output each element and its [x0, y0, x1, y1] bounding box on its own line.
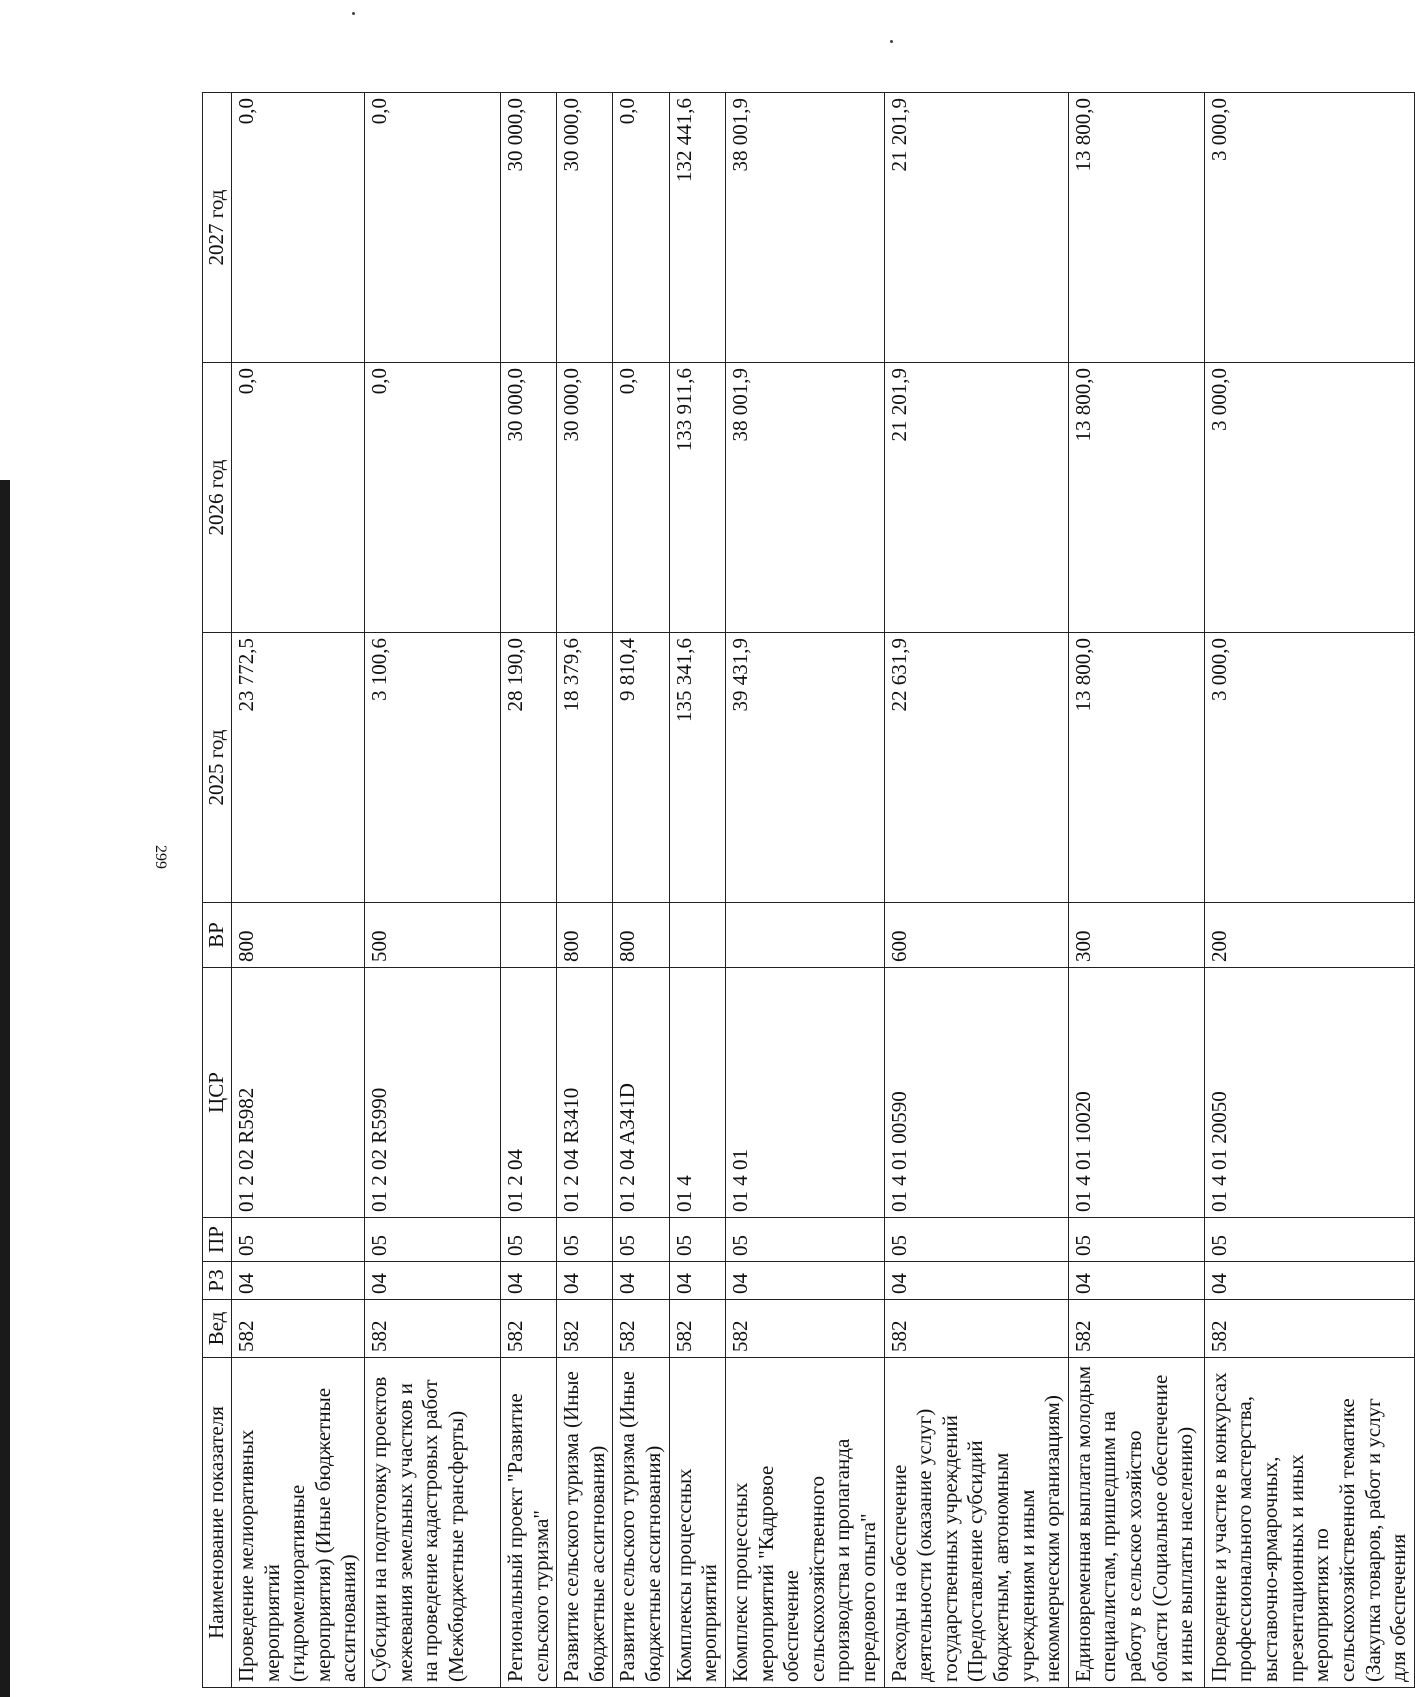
- row-pr: 05: [501, 1218, 557, 1262]
- row-csr: 01 4: [669, 968, 725, 1218]
- row-2027: 13 800,0: [1068, 93, 1204, 363]
- row-2025: 28 190,0: [501, 633, 557, 903]
- row-vr: 200: [1204, 903, 1414, 968]
- row-rz: 04: [1068, 1262, 1204, 1300]
- row-name: Региональный проект "Развитие сельского туризма": [501, 1358, 557, 1688]
- row-pr: 05: [1068, 1218, 1204, 1262]
- row-name: Проведение и участие в конкурсах профессионального мастерства, выставочно-ярмарочных, презентационных и иных мероприятиях по сельскохозяйственной тематике (Закупка товаров, работ и услуг для обеспечения: [1204, 1358, 1414, 1688]
- header-2025: 2025 год: [203, 633, 232, 903]
- row-vr: 800: [557, 903, 613, 968]
- header-rz: РЗ: [203, 1262, 232, 1300]
- page-number: 299: [152, 845, 169, 869]
- table-row: [232, 93, 365, 1688]
- row-name: Субсидии на подготовку проектов межевания земельных участков и на проведение кадастровых работ (Межбюджетные трансферты): [365, 1358, 501, 1688]
- row-csr: 01 4 01 10020: [1068, 968, 1204, 1218]
- row-name: Проведение мелиоративных мероприятий (гидромелиоративные мероприятия) (Иные бюджетные ассигнования): [232, 1358, 365, 1688]
- row-2025: 9 810,4: [613, 633, 669, 903]
- row-2026: 21 201,9: [884, 363, 1068, 633]
- row-2026: 0,0: [232, 363, 365, 633]
- row-ved: 582: [365, 1300, 501, 1358]
- row-pr: 05: [725, 1218, 884, 1262]
- row-pr: 05: [365, 1218, 501, 1262]
- row-2026: 30 000,0: [501, 363, 557, 633]
- row-csr: 01 2 04: [501, 968, 557, 1218]
- rotated-table-container: [202, 93, 1411, 1688]
- row-name: Комплекс процессных мероприятий "Кадровое обеспечение сельскохозяйственного производства и пропаганда передового опыта": [725, 1358, 884, 1688]
- row-2025: 13 800,0: [1068, 633, 1204, 903]
- row-vr: [725, 903, 884, 968]
- header-2027: 2027 год: [203, 93, 232, 363]
- row-name: Расходы на обеспечение деятельности (оказание услуг) государственных учреждений (Предоставление субсидий бюджетным, автономным учреждениям и иным некоммерческим организациям): [884, 1358, 1068, 1688]
- table-row: [725, 93, 884, 1688]
- row-ved: 582: [1204, 1300, 1414, 1358]
- table-row: [613, 93, 669, 1688]
- scan-speck: [352, 12, 355, 15]
- row-2026: 0,0: [365, 363, 501, 633]
- row-rz: 04: [884, 1262, 1068, 1300]
- header-pr: ПР: [203, 1218, 232, 1262]
- row-2027: 38 001,9: [725, 93, 884, 363]
- scan-speck: [890, 40, 893, 43]
- row-ved: 582: [232, 1300, 365, 1358]
- row-ved: 582: [725, 1300, 884, 1358]
- row-ved: 582: [557, 1300, 613, 1358]
- row-vr: 800: [613, 903, 669, 968]
- row-ved: 582: [1068, 1300, 1204, 1358]
- header-vr: ВР: [203, 903, 232, 968]
- row-2027: 30 000,0: [557, 93, 613, 363]
- table-row: [501, 93, 557, 1688]
- table-header-row: [203, 93, 232, 1688]
- row-csr: 01 4 01: [725, 968, 884, 1218]
- row-rz: 04: [1204, 1262, 1414, 1300]
- table-row: [1068, 93, 1204, 1688]
- header-2026: 2026 год: [203, 363, 232, 633]
- row-2027: 0,0: [232, 93, 365, 363]
- row-csr: 01 4 01 00590: [884, 968, 1068, 1218]
- row-2026: 30 000,0: [557, 363, 613, 633]
- row-csr: 01 2 02 R5982: [232, 968, 365, 1218]
- row-2025: 3 000,0: [1204, 633, 1414, 903]
- row-2027: 0,0: [613, 93, 669, 363]
- row-2026: 0,0: [613, 363, 669, 633]
- row-name: Комплексы процессных мероприятий: [669, 1358, 725, 1688]
- row-2026: 3 000,0: [1204, 363, 1414, 633]
- row-2026: 13 800,0: [1068, 363, 1204, 633]
- row-rz: 04: [365, 1262, 501, 1300]
- row-pr: 05: [1204, 1218, 1414, 1262]
- row-name: Единовременная выплата молодым специалистам, пришедшим на работу в сельское хозяйство области (Социальное обеспечение и иные выплаты населению): [1068, 1358, 1204, 1688]
- row-vr: [669, 903, 725, 968]
- row-2025: 135 341,6: [669, 633, 725, 903]
- row-pr: 05: [557, 1218, 613, 1262]
- row-2025: 23 772,5: [232, 633, 365, 903]
- row-2027: 0,0: [365, 93, 501, 363]
- header-csr: ЦСР: [203, 968, 232, 1218]
- row-rz: 04: [232, 1262, 365, 1300]
- row-vr: 300: [1068, 903, 1204, 968]
- row-2025: 18 379,6: [557, 633, 613, 903]
- row-2025: 39 431,9: [725, 633, 884, 903]
- row-2025: 22 631,9: [884, 633, 1068, 903]
- row-vr: 800: [232, 903, 365, 968]
- row-rz: 04: [725, 1262, 884, 1300]
- table-row: [884, 93, 1068, 1688]
- row-ved: 582: [501, 1300, 557, 1358]
- row-rz: 04: [557, 1262, 613, 1300]
- row-csr: 01 4 01 20050: [1204, 968, 1414, 1218]
- row-csr: 01 2 04 R3410: [557, 968, 613, 1218]
- row-name: Развитие сельского туризма (Иные бюджетные ассигнования): [557, 1358, 613, 1688]
- table-row: [669, 93, 725, 1688]
- row-rz: 04: [669, 1262, 725, 1300]
- header-name: Наименование показателя: [203, 1358, 232, 1688]
- table-row: [1204, 93, 1414, 1688]
- row-pr: 05: [232, 1218, 365, 1262]
- row-2027: 132 441,6: [669, 93, 725, 363]
- row-vr: 600: [884, 903, 1068, 968]
- row-name: Развитие сельского туризма (Иные бюджетные ассигнования): [613, 1358, 669, 1688]
- row-2027: 3 000,0: [1204, 93, 1414, 363]
- table-row: [557, 93, 613, 1688]
- row-rz: 04: [501, 1262, 557, 1300]
- row-ved: 582: [884, 1300, 1068, 1358]
- row-2026: 133 911,6: [669, 363, 725, 633]
- scan-edge-shadow: [0, 480, 10, 1697]
- row-ved: 582: [669, 1300, 725, 1358]
- row-pr: 05: [669, 1218, 725, 1262]
- row-csr: 01 2 02 R5990: [365, 968, 501, 1218]
- header-ved: Вед: [203, 1300, 232, 1358]
- row-2027: 30 000,0: [501, 93, 557, 363]
- row-2027: 21 201,9: [884, 93, 1068, 363]
- row-pr: 05: [613, 1218, 669, 1262]
- row-pr: 05: [884, 1218, 1068, 1262]
- row-vr: [501, 903, 557, 968]
- row-vr: 500: [365, 903, 501, 968]
- row-rz: 04: [613, 1262, 669, 1300]
- row-csr: 01 2 04 A341D: [613, 968, 669, 1218]
- row-ved: 582: [613, 1300, 669, 1358]
- table-row: [365, 93, 501, 1688]
- row-2026: 38 001,9: [725, 363, 884, 633]
- row-2025: 3 100,6: [365, 633, 501, 903]
- budget-table: [202, 92, 1415, 1688]
